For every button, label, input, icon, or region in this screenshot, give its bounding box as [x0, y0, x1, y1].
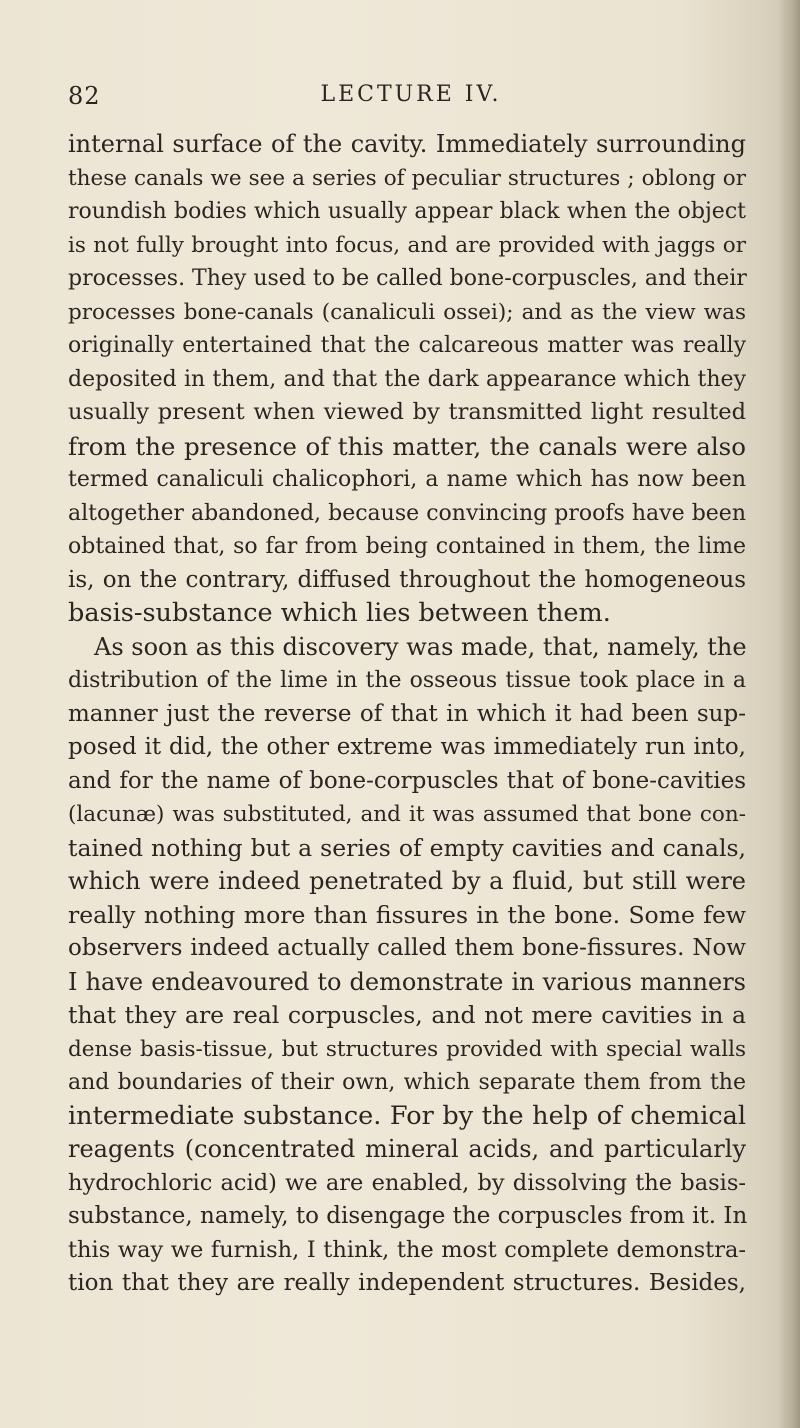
page-number: 82	[68, 82, 101, 110]
page-header	[68, 82, 744, 112]
text-line-paragraph-end: basis-substance which lies between them.	[68, 598, 611, 628]
text-line: obtained that, so far from being contained in them, the lime	[68, 534, 746, 559]
text-line: these canals we see a series of peculiar structures ; oblong or	[68, 165, 746, 191]
text-line: (lacunæ) was substituted, and it was assumed that bone con-	[68, 802, 746, 827]
text-line: hydrochloric acid) we are enabled, by dissolving the basis-	[68, 1169, 746, 1196]
text-line: posed it did, the other extreme was immediately run into,	[68, 734, 746, 760]
text-line: that they are real corpuscles, and not mere cavities in a	[68, 1001, 746, 1029]
text-line: tained nothing but a series of empty cavities and canals,	[68, 833, 746, 862]
text-line-paragraph-start: As soon as this discovery was made, that, namely, the	[94, 632, 747, 661]
text-line: dense basis-tissue, but structures provided with special walls	[68, 1036, 746, 1062]
text-line: this way we furnish, I think, the most complete demonstra-	[68, 1236, 746, 1263]
text-line: from the presence of this matter, the canals were also	[68, 431, 746, 461]
text-line: reagents (concentrated mineral acids, and particularly	[68, 1135, 746, 1163]
text-line: manner just the reverse of that in which it had been sup-	[68, 700, 746, 727]
text-line: distribution of the lime in the osseous tissue took place in a	[68, 668, 746, 693]
text-line: processes. They used to be called bone-corpuscles, and their	[68, 266, 747, 291]
running-head: LECTURE IV.	[320, 82, 502, 107]
text-line: originally entertained that the calcareous matter was really	[68, 333, 746, 358]
text-line: tion that they are really independent structures. Besides,	[68, 1270, 746, 1296]
text-line: which were indeed penetrated by a fluid, but still were	[68, 867, 746, 895]
text-line: usually present when viewed by transmitted light resulted	[68, 399, 746, 425]
text-line: I have endeavoured to demonstrate in various manners	[68, 967, 746, 996]
text-line: is, on the contrary, diffused throughout the homogeneous	[68, 566, 746, 593]
text-line: altogether abandoned, because convincing proofs have been	[68, 500, 746, 526]
body-text	[68, 128, 746, 1301]
text-line: and for the name of bone-corpuscles that of bone-cavities	[68, 767, 746, 794]
text-line: deposited in them, and that the dark appearance which they	[68, 366, 746, 392]
text-line: internal surface of the cavity. Immediately surrounding	[68, 130, 746, 158]
text-line: processes bone-canals (canaliculi ossei); and as the view was	[68, 299, 746, 325]
text-line: is not fully brought into focus, and are provided with jaggs or	[68, 232, 746, 258]
text-line: roundish bodies which usually appear black when the object	[68, 199, 746, 224]
text-line: observers indeed actually called them bone-fissures. Now	[68, 935, 746, 961]
text-line: and boundaries of their own, which separate them from the	[68, 1070, 746, 1095]
text-line: intermediate substance. For by the help of chemical	[68, 1100, 746, 1131]
page-edge-shadow	[778, 0, 800, 1428]
text-line: termed canaliculi chalicophori, a name which has now been	[68, 467, 746, 492]
text-line: really nothing more than fissures in the bone. Some few	[68, 900, 746, 929]
text-line: substance, namely, to disengage the corpuscles from it. In	[68, 1203, 748, 1229]
